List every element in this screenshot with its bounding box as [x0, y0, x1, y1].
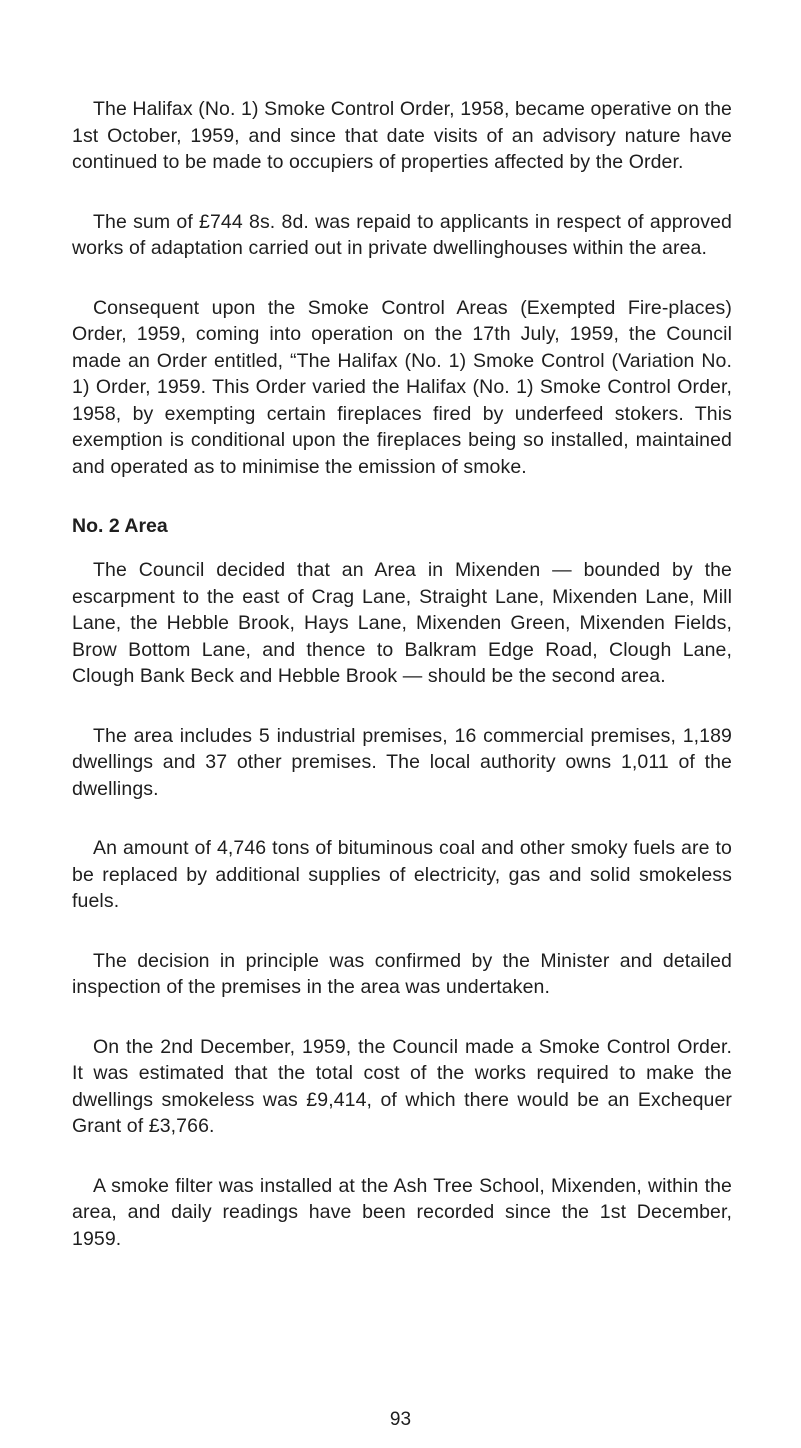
paragraph-variation-order: Consequent upon the Smoke Control Areas (Exempted Fire-places) Order, 1959, coming into operation on the 17th July, 1959, the Council made an Order entitled, “The Halifax (No. 1) Smoke Control (Variation No. 1) Order, 1959. This Order varied the Halifax (No. 1) Smoke Control Order, 1958, by exempting certain fireplaces fired by underfeed stokers. This exemption is conditional upon the fireplaces being so installed, maintained and operated as to minimise the emission of smoke.: [72, 296, 732, 478]
paragraph-premises-count: The area includes 5 industrial premises, 16 commercial premises, 1,189 dwellings and 37 other premises. The local authority owns 1,011 of the dwellings.: [72, 724, 732, 800]
paragraph-order-operative: The Halifax (No. 1) Smoke Control Order, 1958, became operative on the 1st October, 1959, and since that date visits of an advisory nature have continued to be made to occupiers of properties affected by the Order.: [72, 98, 732, 173]
paragraph-fuel-replacement: An amount of 4,746 tons of bituminous coal and other smoky fuels are to be replaced by additional supplies of electricity, gas and solid smokeless fuels.: [72, 837, 732, 912]
paragraph-minister-confirmed: The decision in principle was confirmed by the Minister and detailed inspection of the premises in the area was undertaken.: [72, 949, 732, 998]
page-number: 93: [389, 1409, 412, 1430]
paragraph-order-costs: On the 2nd December, 1959, the Council made a Smoke Control Order. It was estimated that the total cost of the works required to make the dwellings smokeless was £9,414, of which there would be an Exchequer Grant of £3,766.: [72, 1035, 732, 1137]
paragraph-area-boundary: The Council decided that an Area in Mixenden — bounded by the escarpment to the east of Crag Lane, Straight Lane, Mixenden Lane, Mill Lane, the Hebble Brook, Hays Lane, Mixenden Green, Mixenden Fields, Brow Bottom Lane, and thence to Balkram Edge Road, Clough Lane, Clough Bank Beck and Hebble Brook — should be the second area.: [72, 559, 732, 687]
document-page: [72, 96, 732, 1285]
paragraph-smoke-filter: A smoke filter was installed at the Ash Tree School, Mixenden, within the area, and daily readings have been recorded since the 1st December, 1959.: [72, 1174, 732, 1250]
section-heading: No. 2 Area: [72, 515, 168, 537]
paragraph-sum-repaid: The sum of £744 8s. 8d. was repaid to applicants in respect of approved works of adaptation carried out in private dwellinghouses within the area.: [72, 210, 732, 259]
